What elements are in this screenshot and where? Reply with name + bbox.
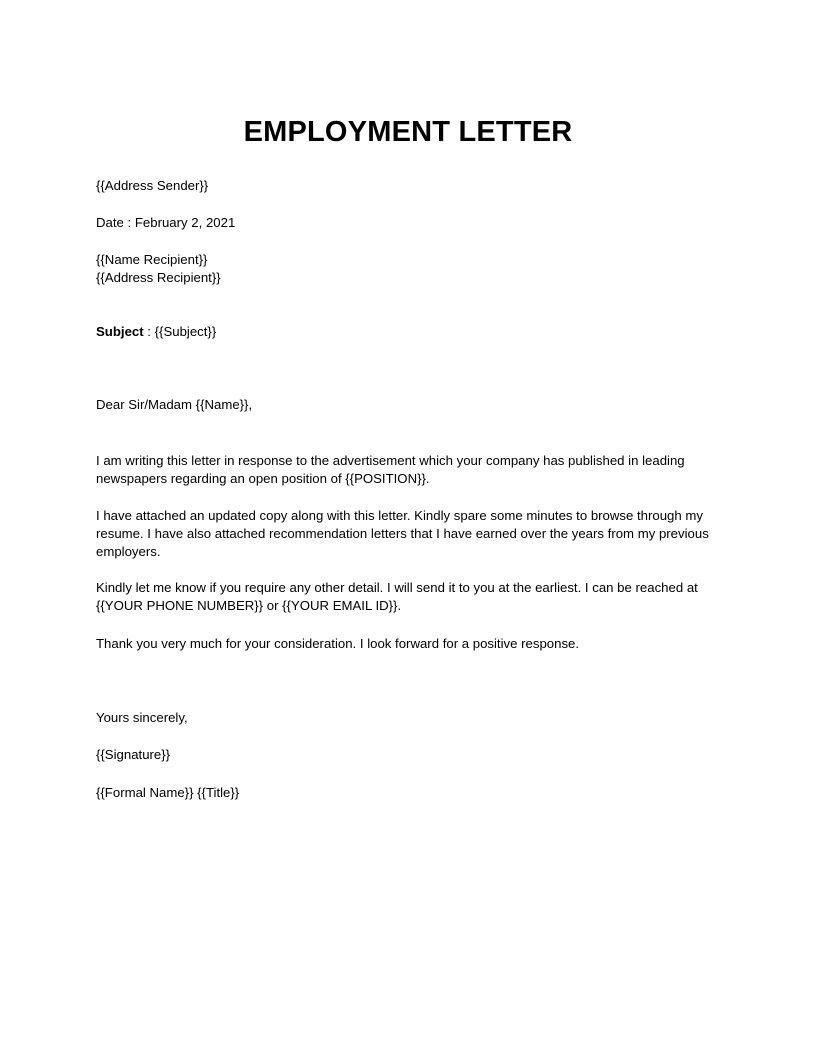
closing: Yours sincerely, xyxy=(96,710,188,725)
formal-name-title: {{Formal Name}} {{Title}} xyxy=(96,785,240,800)
recipient-name: {{Name Recipient}} xyxy=(96,252,208,267)
document-title: EMPLOYMENT LETTER xyxy=(243,116,573,148)
paragraph-3: Kindly let me know if you require any other detail. I will send it to you at the earliest. I can be reached at {{YOUR PHONE NUMBER}} or {{YOUR EMAIL ID}}. xyxy=(96,580,698,613)
subject-value: : {{Subject}} xyxy=(143,324,217,339)
salutation: Dear Sir/Madam {{Name}}, xyxy=(96,397,253,412)
address-sender: {{Address Sender}} xyxy=(96,178,209,193)
paragraph-2: I have attached an updated copy along with this letter. Kindly spare some minutes to browse through my resume. I have also attached recommendation letters that I have earned over the years from my previous employers. xyxy=(96,508,709,559)
subject-label: Subject xyxy=(96,324,144,339)
subject-line xyxy=(96,323,736,341)
signature: {{Signature}} xyxy=(96,747,171,762)
paragraph-1: I am writing this letter in response to the advertisement which your company has published in leading newspapers regarding an open position of {{POSITION}}. xyxy=(96,453,685,486)
paragraph-4: Thank you very much for your consideration. I look forward for a positive response. xyxy=(96,636,580,651)
recipient-address: {{Address Recipient}} xyxy=(96,270,221,285)
letter-date: Date : February 2, 2021 xyxy=(96,215,236,230)
